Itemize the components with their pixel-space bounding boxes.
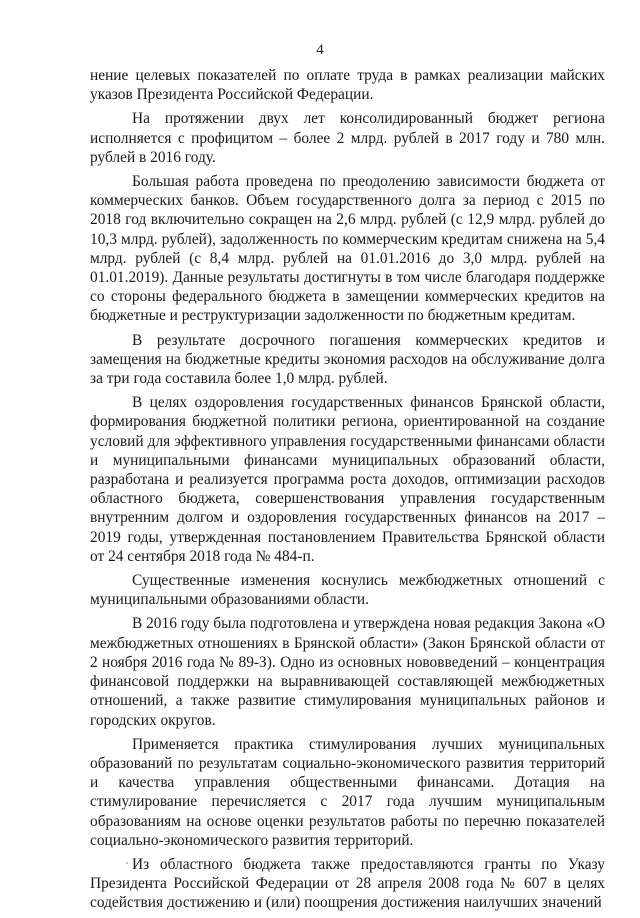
paragraph-debt-reduction: Большая работа проведена по преодолению зависимости бюджета от коммерческих банков. Объем государственного долга за период с 2015 по 2018 год включительно сокращен на 2,6 млрд. рублей (с 12,9 млрд. рублей до 10,3 млрд. рублей), задолженность по коммерческим кредитам снижена на 5,4 млрд. рублей (с 8,4 млрд. рублей на 01.01.2016 до 3,0 млрд. рублей на 01.01.2019). Данные результаты достигнуты в том числе благодаря поддержке со стороны федерального бюджета в замещении коммерческих кредитов на бюджетные и реструктуризации задолженности по бюджетным кредитам.	[90, 173, 605, 325]
paragraph-debt-savings: В результате досрочного погашения коммерческих кредитов и замещения на бюджетные кредиты экономия расходов на обслуживание долга за три года составила более 1,0 млрд. рублей.	[90, 331, 605, 388]
document-body	[90, 66, 605, 918]
page-number: 4	[316, 42, 324, 58]
paragraph-interbudget-changes: Существенные изменения коснулись межбюджетных отношений с муниципальными образованиями области.	[90, 572, 605, 609]
paragraph-grants: Из областного бюджета также предоставляются гранты по Указу Президента Российской Федерации от 28 апреля 2008 года № 607 в целях содействия достижению и (или) поощрения достижения наилучших значений	[90, 855, 605, 912]
paragraph-continuation: нение целевых показателей по оплате труда в рамках реализации майских указов Президента Российской Федерации.	[90, 67, 605, 104]
paragraph-budget-surplus: На протяжении двух лет консолидированный бюджет региона исполняется с профицитом – более 2 млрд. рублей в 2017 году и 780 млн. рублей в 2016 году.	[90, 110, 605, 166]
paragraph-finance-program: В целях оздоровления государственных финансов Брянской области, формирования бюджетной политики региона, ориентированной на создание условий для эффективного управления государственными финансами области и муниципальными финансами муниципальных образований области, разработана и реализуется программа роста доходов, оптимизации расходов областного бюджета, совершенствования управления государственным внутренним долгом и оздоровления государственных финансов на 2017 – 2019 годы, утвержденная постановлением Правительства Брянской области от 24 сентября 2018 года № 484-п.	[90, 394, 605, 565]
paragraph-new-law: В 2016 году была подготовлена и утверждена новая редакция Закона «О межбюджетных отношениях в Брянской области» (Закон Брянской области от 2 ноября 2016 года № 89-З). Одно из основных нововведений – концентрация финансовой поддержки на выравнивающей составляющей межбюджетных отношений, а также развитие стимулирования муниципальных районов и городских округов.	[90, 615, 605, 729]
paragraph-incentives: Применяется практика стимулирования лучших муниципальных образований по результатам социально-экономического развития территорий и качества управления общественными финансами. Дотация на стимулирование перечисляется с 2017 года лучшим муниципальным образованиям на основе оценки результатов работы по перечню показателей социально-экономического развития территорий.	[90, 735, 605, 849]
scan-speck	[126, 862, 128, 864]
